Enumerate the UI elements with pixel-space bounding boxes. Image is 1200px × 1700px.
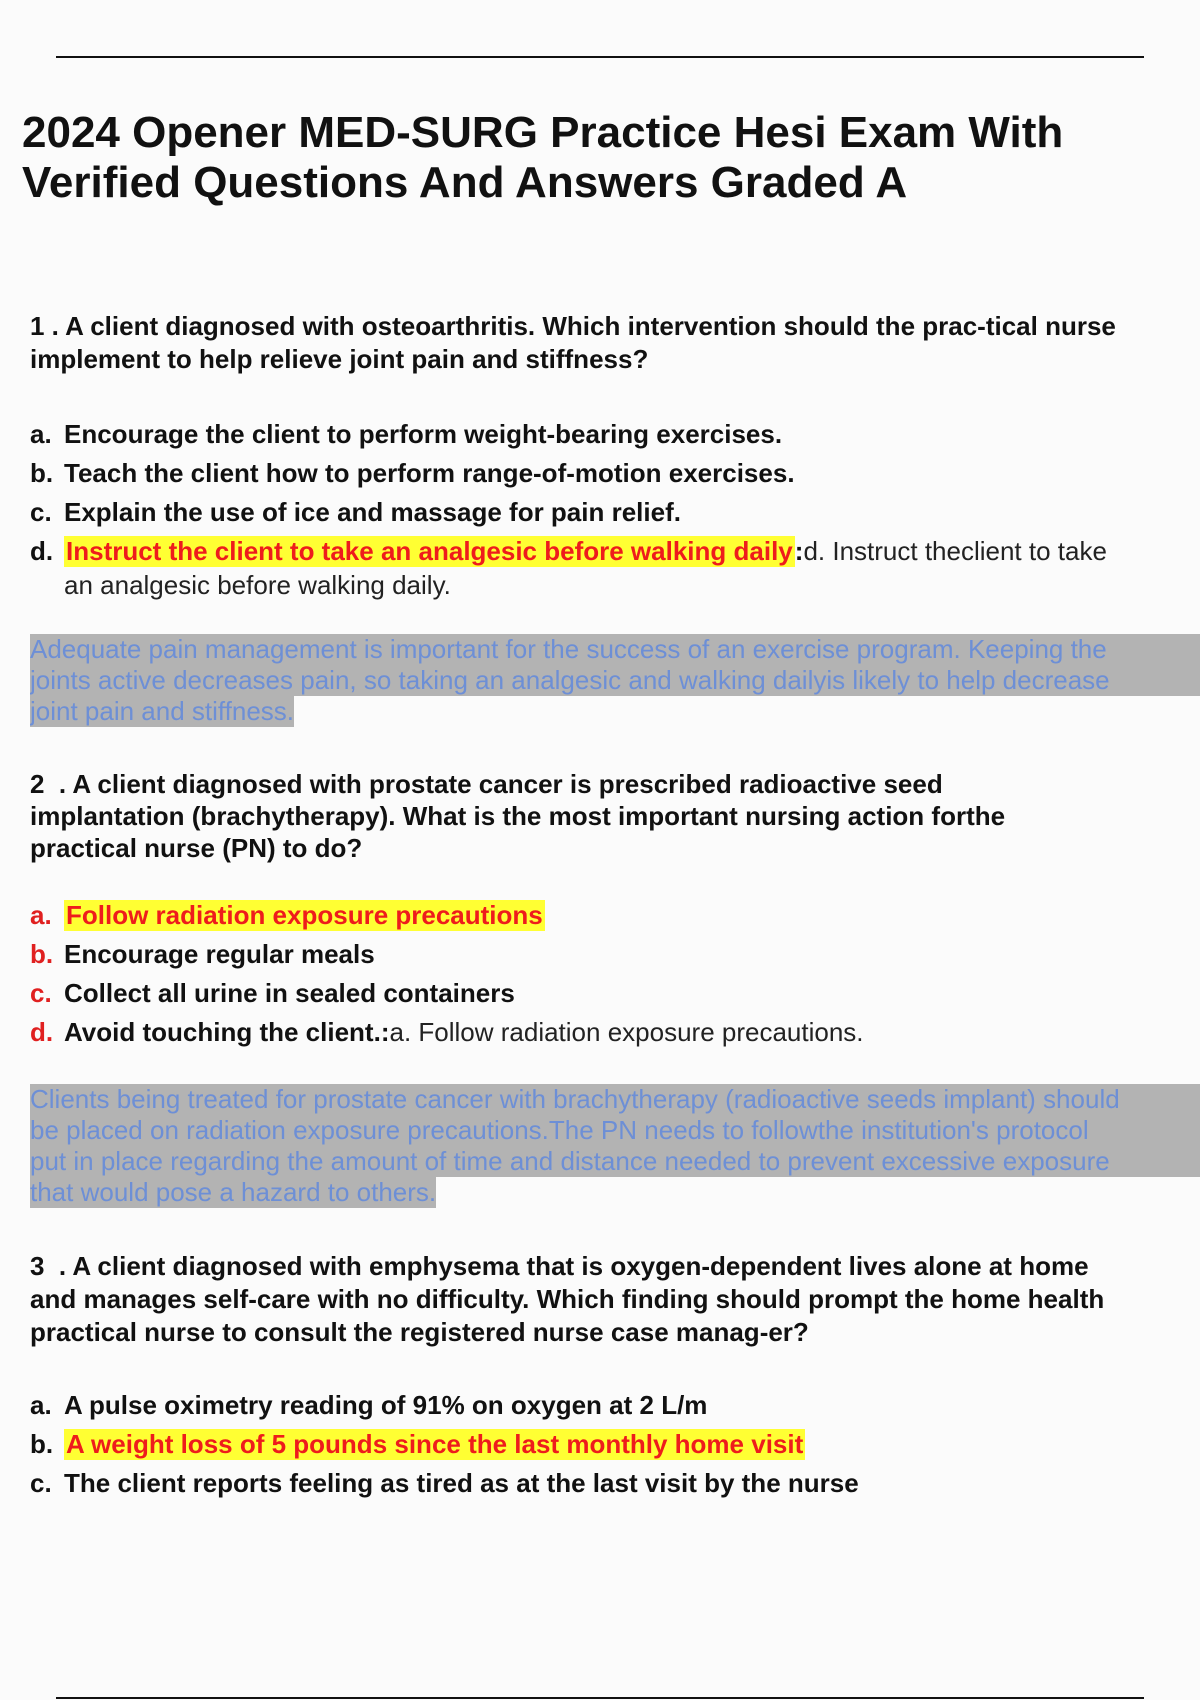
q3-option-c-letter: c. xyxy=(30,1468,52,1498)
q3-option-c-text: The client reports feeling as tired as at the last visit by the nurse xyxy=(64,1468,859,1498)
question-3-line-2: and manages self-care with no difficulty. Which finding should prompt the home health xyxy=(30,1284,1105,1314)
q3-correct-answer-highlight: A weight loss of 5 pounds since the last monthly home visit xyxy=(66,1429,804,1459)
question-2-line-3: practical nurse (PN) to do? xyxy=(30,833,363,863)
question-1-options xyxy=(30,419,1200,601)
q3-option-a-text: A pulse oximetry reading of 91% on oxygen at 2 L/m xyxy=(64,1390,708,1420)
q2-answer-text: a. Follow radiation exposure precautions. xyxy=(389,1017,864,1047)
q2-rationale-line-3: put in place regarding the amount of time and distance needed to prevent excessive exposure xyxy=(30,1146,1200,1177)
q1-correct-answer-highlight: Instruct the client to take an analgesic before walking daily xyxy=(66,536,793,566)
q2-option-c-text: Collect all urine in sealed containers xyxy=(64,978,515,1008)
q3-option-a-letter: a. xyxy=(30,1390,52,1420)
bottom-rule xyxy=(56,1697,1144,1699)
q2-answer-separator: : xyxy=(380,1017,390,1047)
q2-option-c-letter: c. xyxy=(30,978,52,1008)
q3-option-b-letter: b. xyxy=(30,1429,54,1459)
q1-answer-text: d. Instruct theclient to take xyxy=(803,536,1107,566)
q1-option-c xyxy=(30,497,1200,536)
q1-rationale xyxy=(30,634,1200,727)
question-1-line-1: 1 . A client diagnosed with osteoarthritis. Which intervention should the prac-tical nurse xyxy=(30,311,1116,341)
q1-option-a-letter: a. xyxy=(30,419,52,449)
document-title xyxy=(22,108,1172,208)
q1-rationale-line-1: Adequate pain management is important for the success of an exercise program. Keeping the xyxy=(30,634,1200,665)
question-3-line-1: 3 . A client diagnosed with emphysema that is oxygen-dependent lives alone at home xyxy=(30,1251,1089,1281)
q2-option-a-letter: a. xyxy=(30,900,52,930)
title-line-1: 2024 Opener MED-SURG Practice Hesi Exam With xyxy=(22,108,1064,157)
q2-option-d xyxy=(30,1017,1200,1056)
q2-correct-answer-highlight: Follow radiation exposure precautions xyxy=(66,900,543,930)
q3-option-c xyxy=(30,1468,1200,1507)
question-3 xyxy=(30,1250,1200,1349)
question-2-line-1: 2 . A client diagnosed with prostate cancer is prescribed radioactive seed xyxy=(30,769,943,799)
q1-option-a-text: Encourage the client to perform weight-bearing exercises. xyxy=(64,419,783,449)
q1-rationale-line-2: joints active decreases pain, so taking an analgesic and walking dailyis likely to help decrease xyxy=(30,665,1200,696)
question-2 xyxy=(30,768,1200,864)
q3-option-b xyxy=(30,1429,1200,1468)
q1-option-d-letter: d. xyxy=(30,536,54,566)
q1-option-b-text: Teach the client how to perform range-of-motion exercises. xyxy=(64,458,795,488)
q1-option-d xyxy=(30,536,1200,570)
q1-option-b xyxy=(30,458,1200,497)
q1-rationale-line-3: joint pain and stiffness. xyxy=(30,696,295,726)
q2-option-b-letter: b. xyxy=(30,939,54,969)
q1-option-b-letter: b. xyxy=(30,458,54,488)
q2-rationale-line-4: that would pose a hazard to others. xyxy=(30,1177,437,1207)
q1-answer-separator: : xyxy=(794,536,804,566)
q3-option-a xyxy=(30,1390,1200,1429)
q2-option-c xyxy=(30,978,1200,1017)
q2-rationale-line-2: be placed on radiation exposure precautions.The PN needs to followthe institution's protocol xyxy=(30,1115,1200,1146)
q1-answer-text-continued: an analgesic before walking daily. xyxy=(64,570,451,600)
q1-option-c-letter: c. xyxy=(30,497,52,527)
q2-option-d-text: Avoid touching the client. xyxy=(64,1017,381,1047)
q2-option-d-letter: d. xyxy=(30,1017,54,1047)
q2-option-b-text: Encourage regular meals xyxy=(64,939,375,969)
question-1 xyxy=(30,310,1200,376)
top-rule xyxy=(56,56,1144,58)
question-3-options xyxy=(30,1390,1200,1507)
q2-option-a xyxy=(30,900,1200,939)
q2-rationale xyxy=(30,1084,1200,1208)
question-3-line-3: practical nurse to consult the registered nurse case manag-er? xyxy=(30,1317,809,1347)
q2-option-b xyxy=(30,939,1200,978)
question-2-options xyxy=(30,900,1200,1056)
question-2-line-2: implantation (brachytherapy). What is the most important nursing action forthe xyxy=(30,801,1006,831)
question-1-line-2: implement to help relieve joint pain and stiffness? xyxy=(30,344,649,374)
q1-option-c-text: Explain the use of ice and massage for pain relief. xyxy=(64,497,681,527)
title-line-2: Verified Questions And Answers Graded A xyxy=(22,158,908,207)
q1-option-a xyxy=(30,419,1200,458)
q2-rationale-line-1: Clients being treated for prostate cancer with brachytherapy (radioactive seeds implant) should xyxy=(30,1084,1200,1115)
